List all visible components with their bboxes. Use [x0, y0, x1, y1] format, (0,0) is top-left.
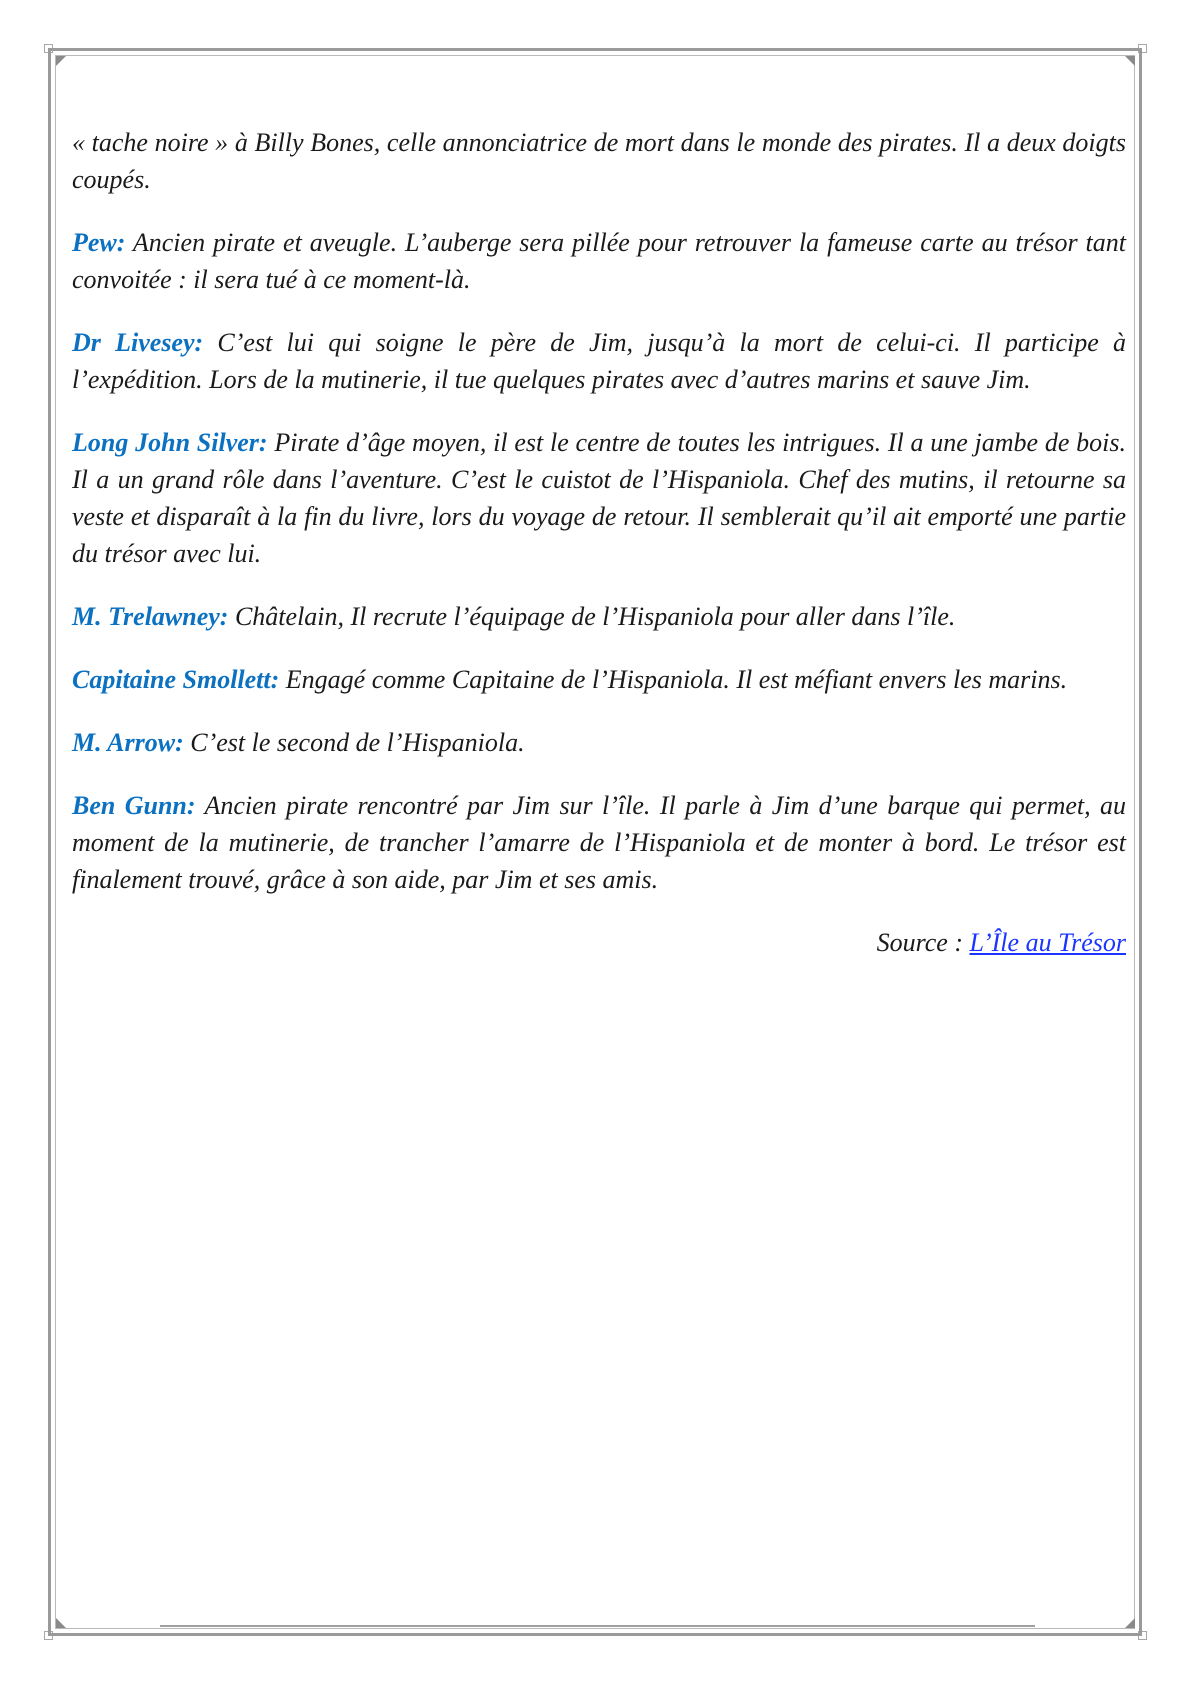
paragraph-continuation — [72, 124, 1126, 198]
character-description: C’est lui qui soigne le père de Jim, jusqu’à la mort de celui-ci. Il participe à l’expédition. Lors de la mutinerie, il tue quelques pirates avec d’autres marins et sauve Jim. — [72, 328, 1127, 394]
character-description: Pirate d’âge moyen, il est le centre de toutes les intrigues. Il a une jambe de bois. Il a un grand rôle dans l’aventure. C’est le cuistot de l’Hispaniola. Chef des mutins, il retourne sa veste et disparaît à la fin du livre, lors du voyage de retour. Il semblerait qu’il ait emporté une partie du trésor avec lui. — [72, 428, 1127, 568]
character-description: Engagé comme Capitaine de l’Hispaniola. Il est méfiant envers les marins. — [279, 665, 1068, 694]
character-entry-gunn — [72, 787, 1126, 898]
character-entry-arrow — [72, 724, 1126, 761]
corner-triangle-icon — [1123, 1616, 1135, 1628]
corner-triangle-icon — [1123, 56, 1135, 68]
paragraph-text: « tache noire » à Billy Bones, celle annonciatrice de mort dans le monde des pirates. Il a deux doigts coupés. — [72, 128, 1126, 194]
character-name: Pew: — [72, 228, 126, 257]
source-label: Source : — [876, 928, 970, 957]
character-description: C’est le second de l’Hispaniola. — [183, 728, 525, 757]
footer-divider — [160, 1625, 1035, 1627]
character-name: M. Trelawney: — [72, 602, 229, 631]
character-description: Châtelain, Il recrute l’équipage de l’Hispaniola pour aller dans l’île. — [228, 602, 956, 631]
character-name: M. Arrow: — [72, 728, 184, 757]
character-entry-silver — [72, 424, 1126, 572]
character-description: Ancien pirate et aveugle. L’auberge sera pillée pour retrouver la fameuse carte au trésor tant convoitée : il sera tué à ce moment-là. — [72, 228, 1126, 294]
character-entry-livesey — [72, 324, 1126, 398]
source-citation — [72, 924, 1126, 961]
source-link[interactable]: L’Île au Trésor — [969, 928, 1126, 957]
character-name: Capitaine Smollett: — [72, 665, 280, 694]
character-description: Ancien pirate rencontré par Jim sur l’île. Il parle à Jim d’une barque qui permet, au moment de la mutinerie, de trancher l’amarre de l’Hispaniola et de monter à bord. Le trésor est finalement trouvé, grâce à son aide, par Jim et ses amis. — [72, 791, 1126, 894]
corner-triangle-icon — [56, 1616, 68, 1628]
character-name: Dr Livesey: — [72, 328, 204, 357]
character-entry-trelawney — [72, 598, 1126, 635]
character-entry-pew — [72, 224, 1126, 298]
corner-triangle-icon — [56, 56, 68, 68]
character-name: Long John Silver: — [72, 428, 268, 457]
character-entry-smollett — [72, 661, 1126, 698]
character-name: Ben Gunn: — [72, 791, 196, 820]
document-body — [72, 124, 1126, 987]
